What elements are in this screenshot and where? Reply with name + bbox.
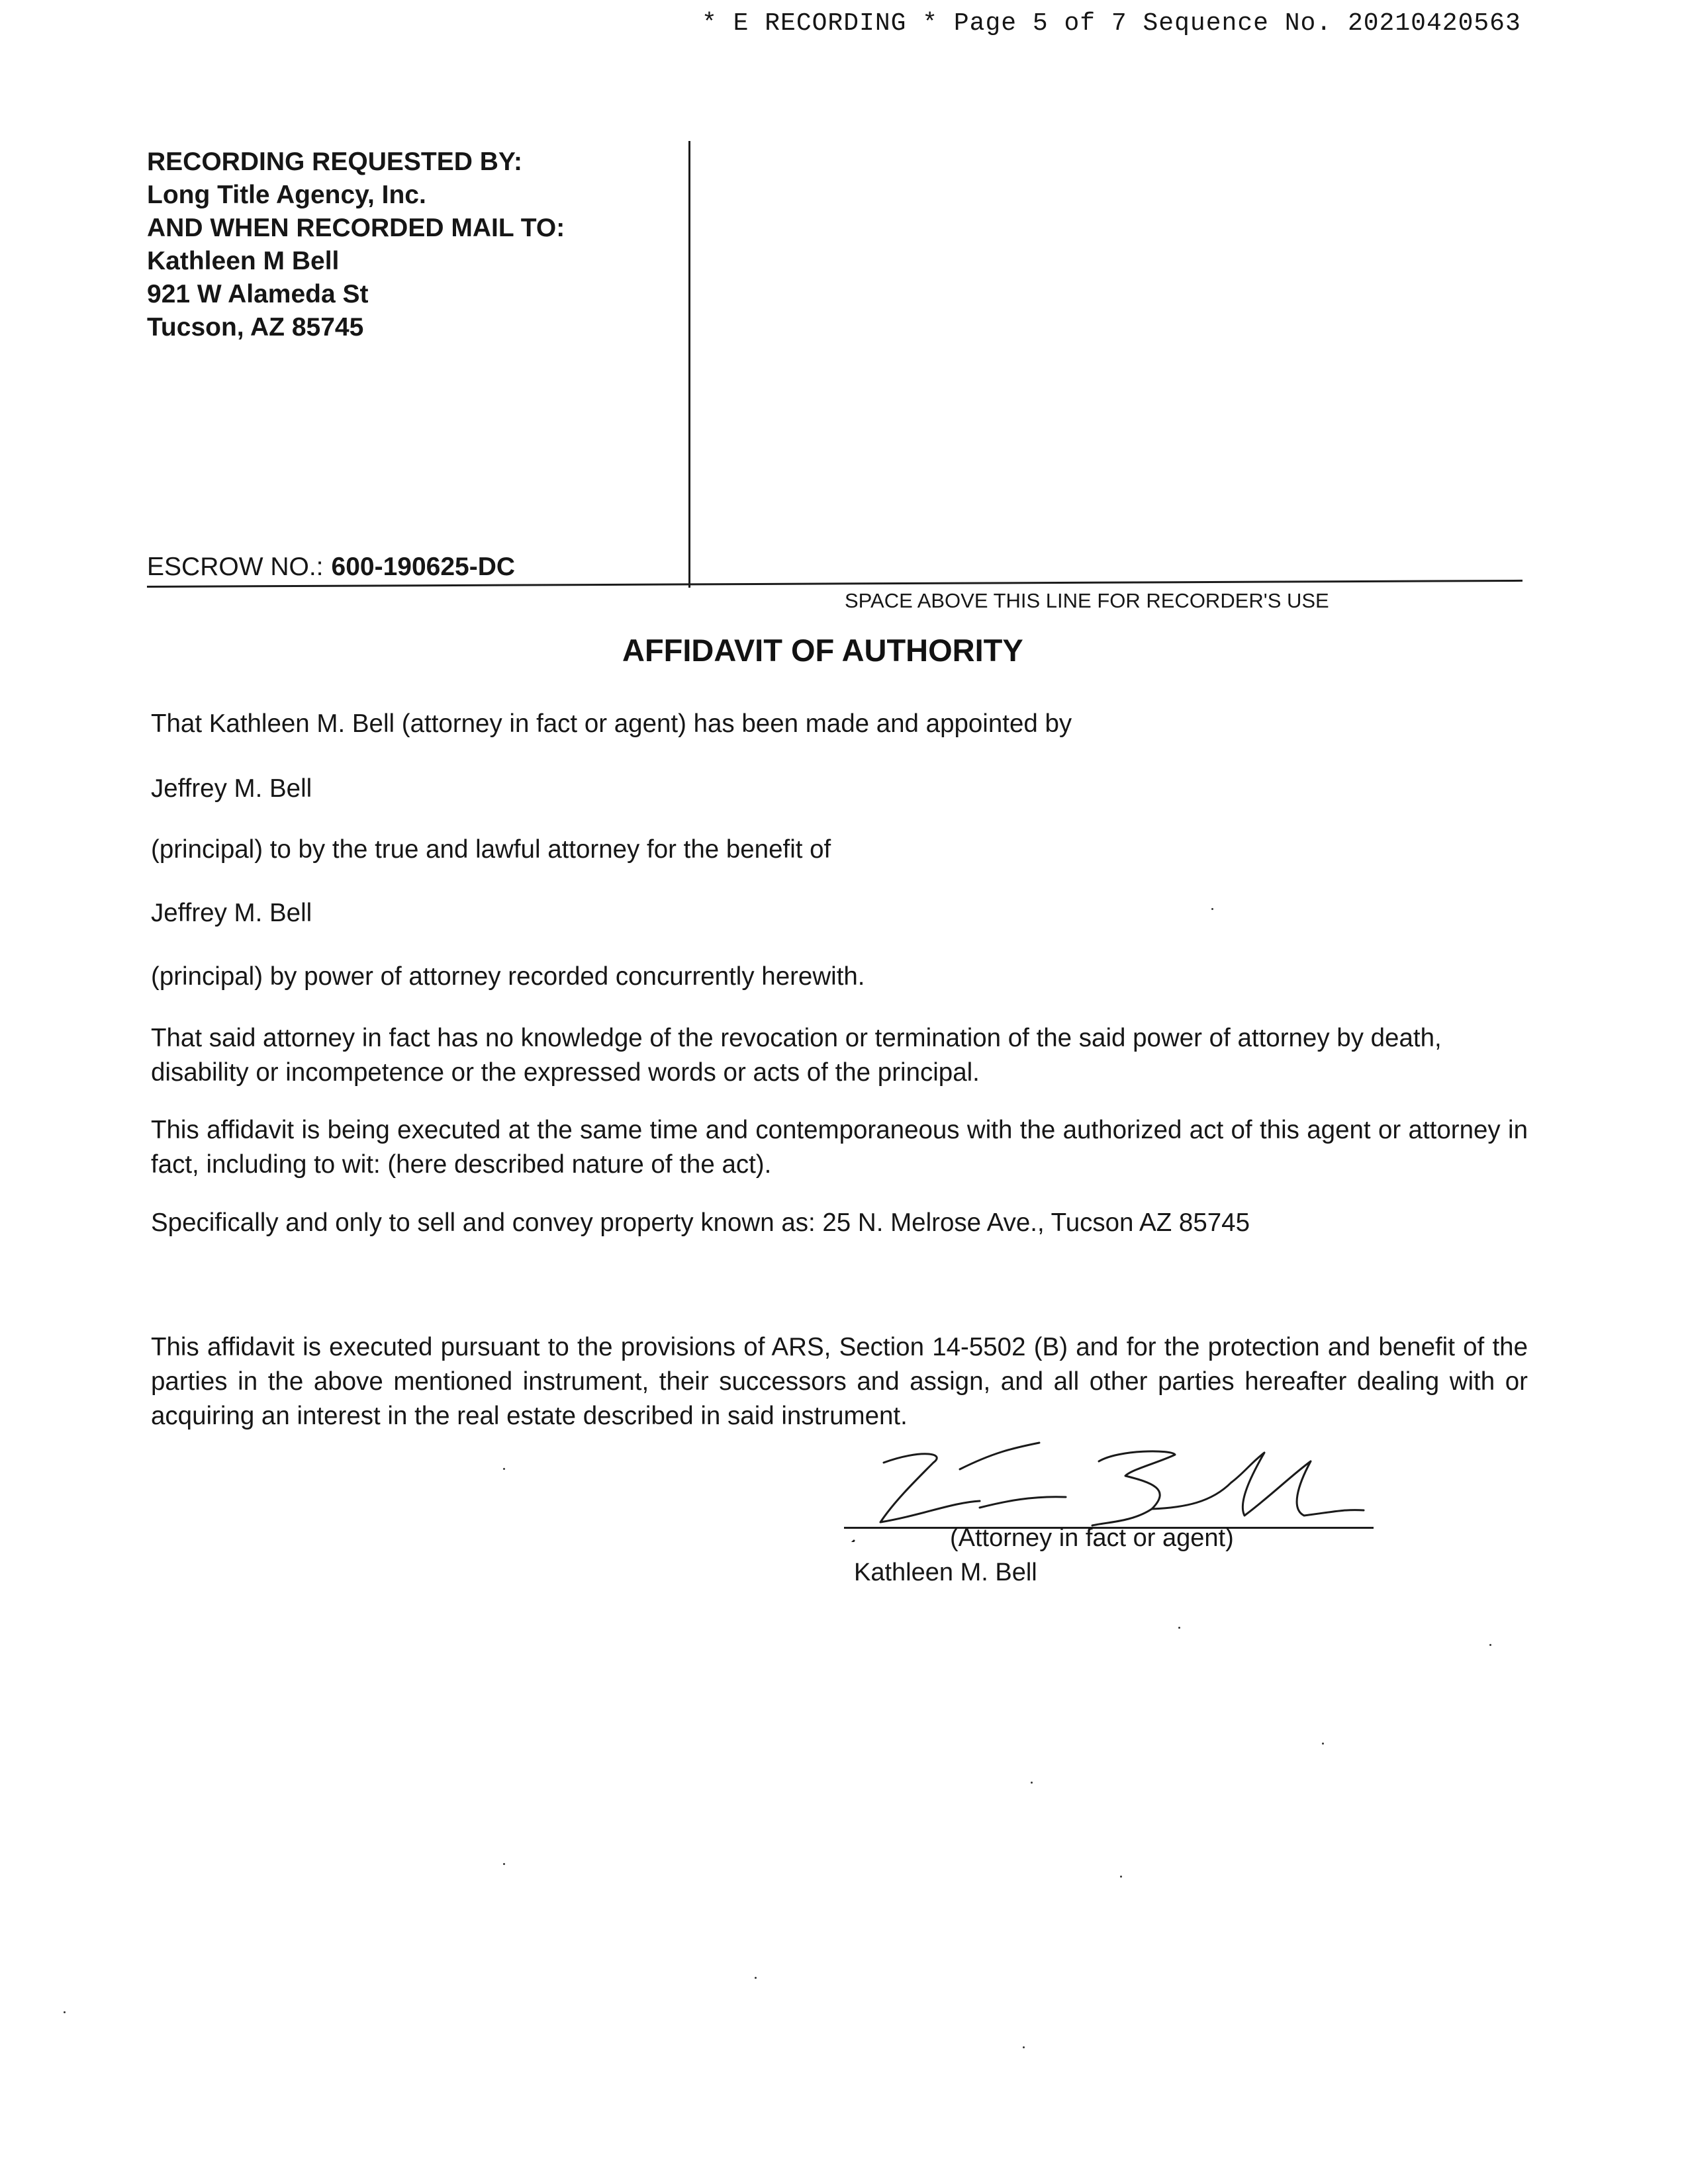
contemporaneous-paragraph: This affidavit is being executed at the same time and contemporaneous with the authorized act of this agent or attorney in fact, including to wit: (here described nature of the act). — [151, 1116, 1528, 1179]
signer-name: Kathleen M. Bell — [854, 1559, 1037, 1586]
benefit-line: (principal) to by the true and lawful attorney for the benefit of — [151, 835, 831, 864]
requested-by-name: Long Title Agency, Inc. — [147, 181, 426, 209]
escrow-value: 600-190625-DC — [331, 553, 516, 581]
recording-stamp: * E RECORDING * Page 5 of 7 Sequence No. 20210420563 — [702, 9, 1521, 38]
scan-speck — [64, 2011, 66, 2013]
mail-to-street: 921 W Alameda St — [147, 280, 369, 308]
escrow-number — [147, 553, 515, 582]
scan-speck — [1120, 1876, 1122, 1878]
scan-speck — [1178, 1627, 1180, 1629]
property-paragraph: Specifically and only to sell and convey property known as: 25 N. Melrose Ave., Tucson AZ 85745 — [151, 1208, 1250, 1237]
scan-speck — [1023, 2046, 1025, 2048]
mail-to-label: AND WHEN RECORDED MAIL TO: — [147, 214, 565, 242]
scan-speck — [1322, 1743, 1324, 1745]
scan-speck — [755, 1977, 757, 1979]
revocation-paragraph: That said attorney in fact has no knowledge of the revocation or termination of the said power of attorney by death, disability or incompetence or the expressed words or acts of the principal. — [151, 1024, 1442, 1087]
scan-speck — [1489, 1644, 1491, 1646]
scan-speck — [1211, 908, 1213, 910]
principal-name-1: Jeffrey M. Bell — [151, 774, 312, 803]
recorder-space-divider — [688, 141, 690, 588]
scan-speck — [503, 1863, 505, 1865]
statute-paragraph: This affidavit is executed pursuant to the provisions of ARS, Section 14-5502 (B) and for the protection and benefit of the parties in the above mentioned instrument, their successors and assign, and all other parties hereafter dealing with or acquiring an interest in the real estate described in said instrument. — [151, 1333, 1528, 1430]
scan-speck — [1031, 1782, 1033, 1784]
signer-role-label: (Attorney in fact or agent) — [950, 1524, 1234, 1552]
recorder-use-note: SPACE ABOVE THIS LINE FOR RECORDER'S USE — [845, 589, 1329, 612]
requested-by-label: RECORDING REQUESTED BY: — [147, 148, 522, 176]
recording-requested-block — [147, 146, 677, 344]
escrow-label: ESCROW NO.: — [147, 553, 324, 581]
appointment-line: That Kathleen M. Bell (attorney in fact or agent) has been made and appointed by — [151, 709, 1072, 738]
document-title: AFFIDAVIT OF AUTHORITY — [622, 633, 1023, 668]
mail-to-name: Kathleen M Bell — [147, 247, 340, 275]
scan-speck — [503, 1468, 505, 1470]
principal-name-2: Jeffrey M. Bell — [151, 899, 312, 927]
power-of-attorney-line: (principal) by power of attorney recorded concurrently herewith. — [151, 962, 865, 991]
mail-to-city: Tucson, AZ 85745 — [147, 313, 364, 341]
